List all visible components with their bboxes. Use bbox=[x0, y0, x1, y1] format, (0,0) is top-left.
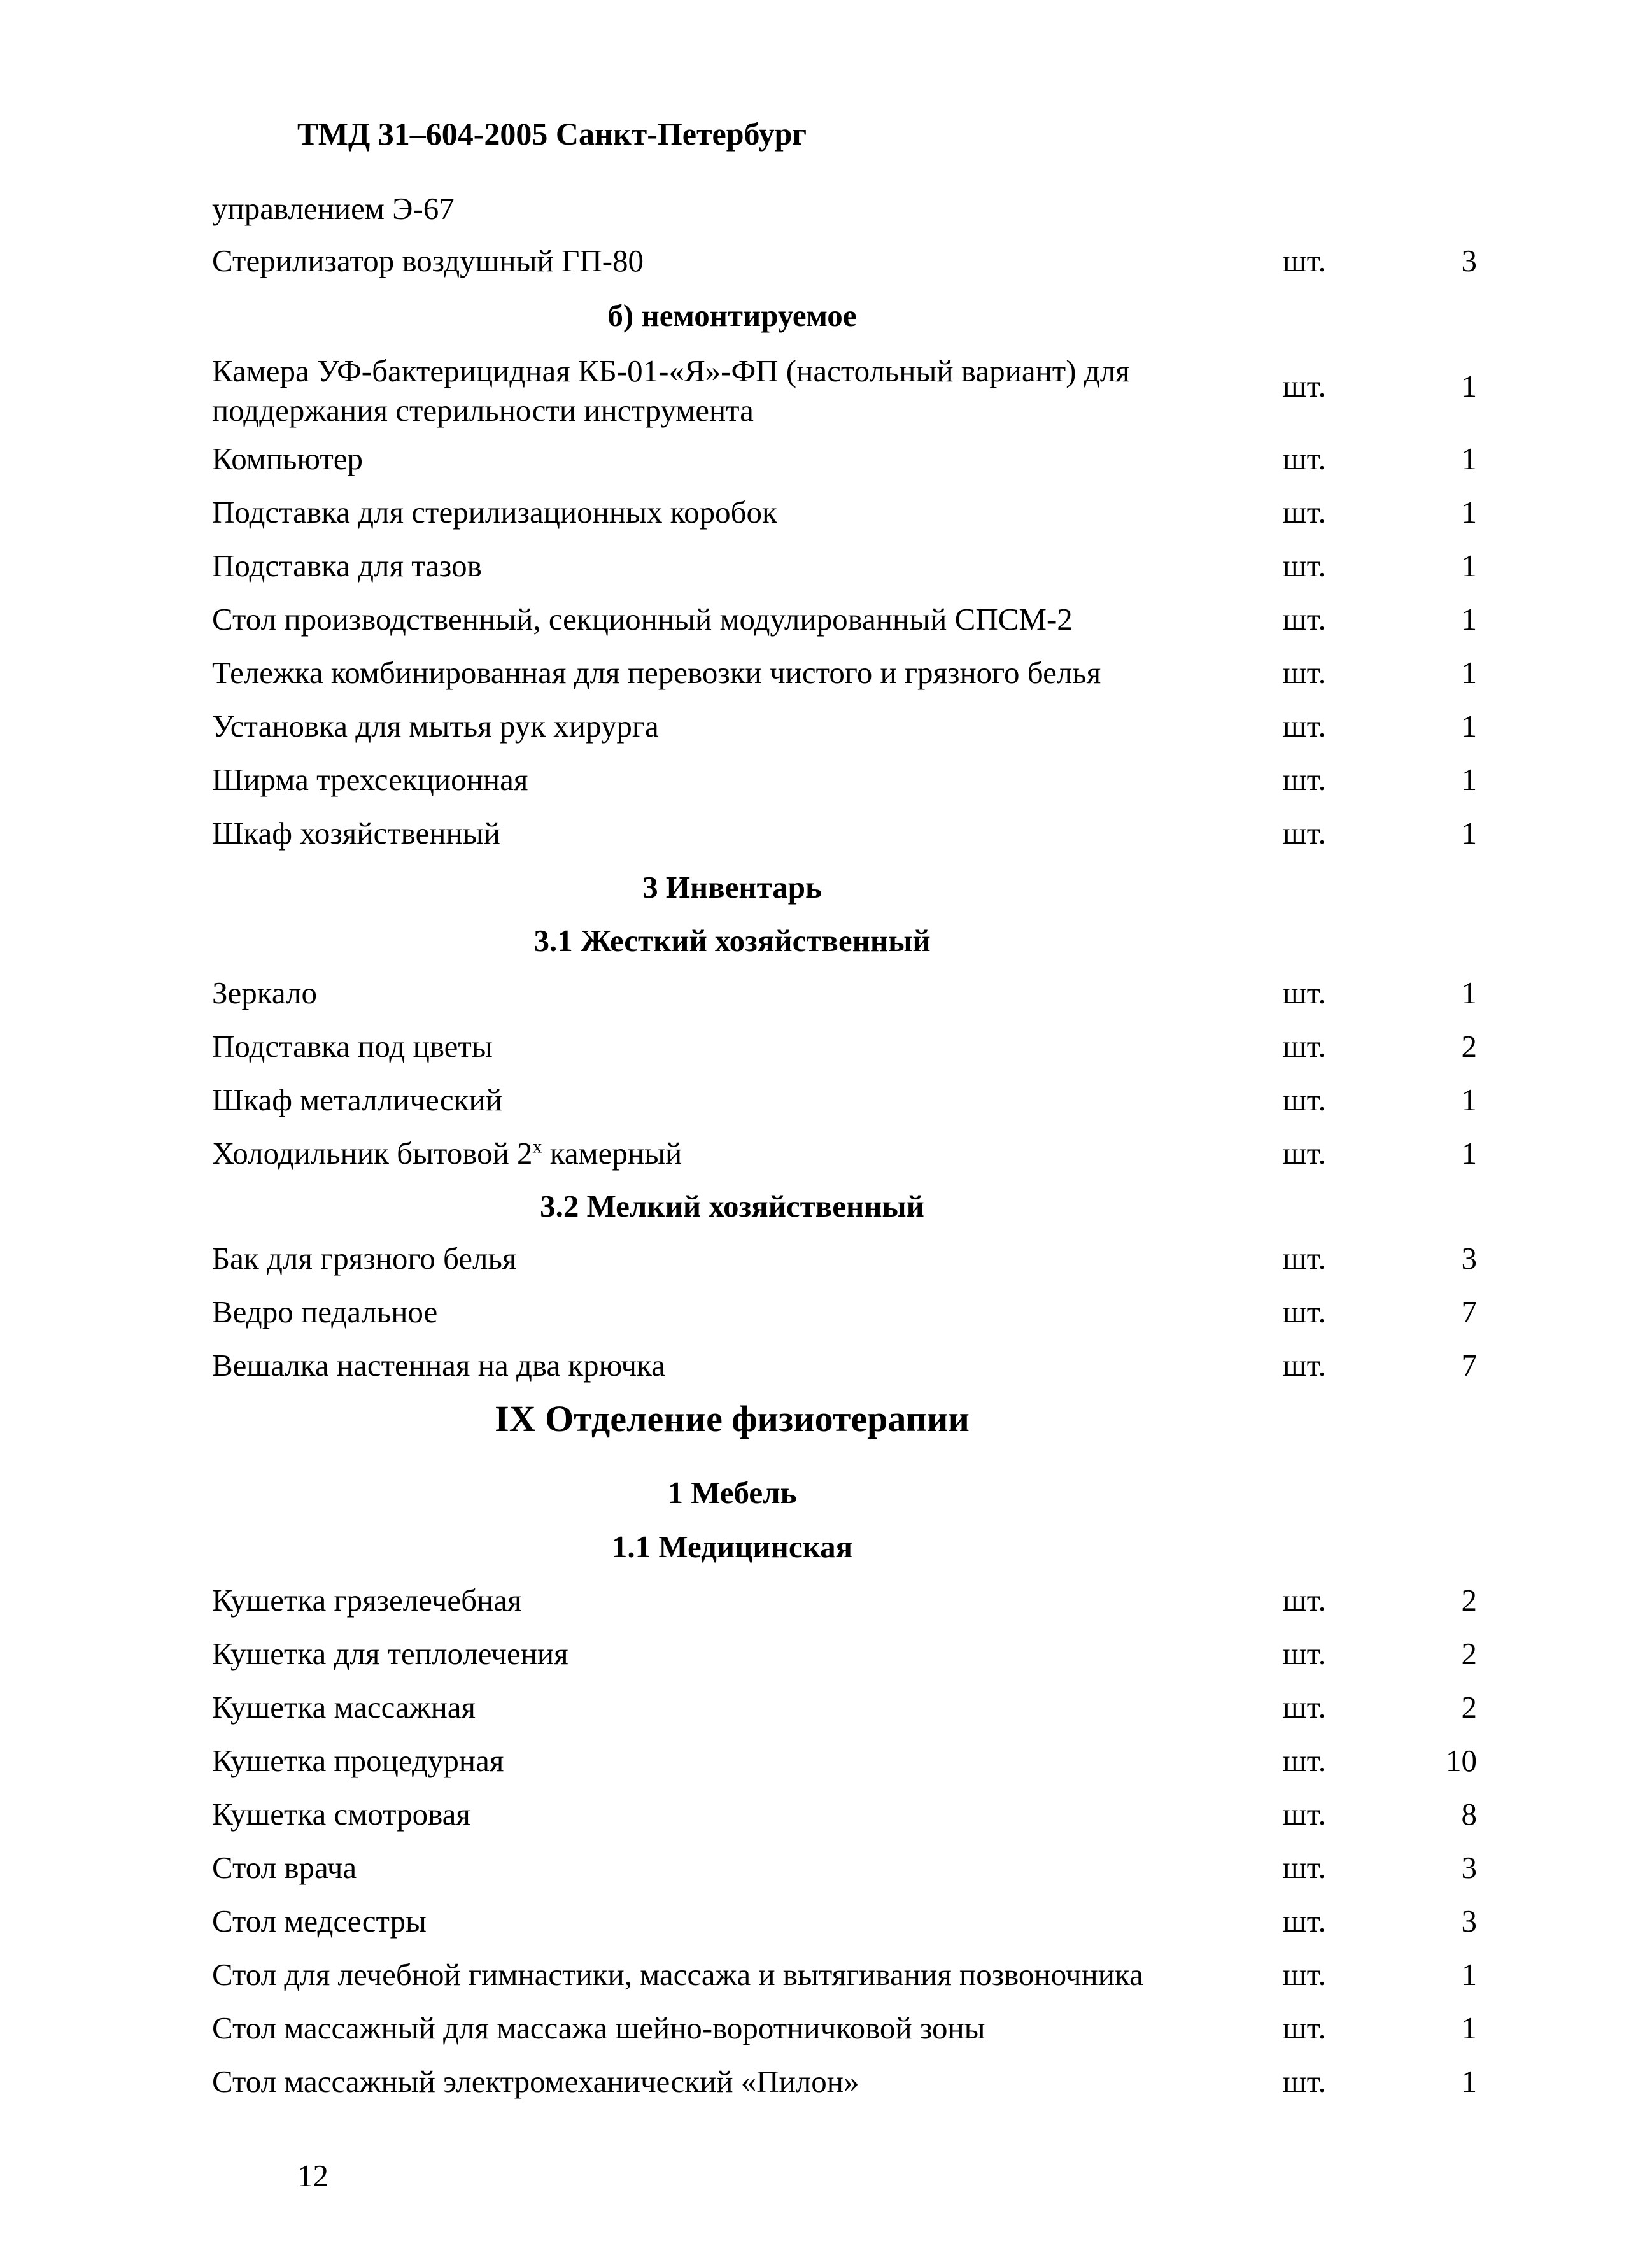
item-unit: шт. bbox=[1283, 1082, 1326, 1117]
item-name: Ширма трехсекционная bbox=[212, 762, 528, 797]
item-qty: 1 bbox=[1461, 495, 1477, 530]
table-row bbox=[0, 1798, 1652, 1837]
section-heading: б) немонтируемое bbox=[607, 298, 857, 333]
item-unit: шт. bbox=[1283, 548, 1326, 583]
item-qty: 3 bbox=[1461, 1241, 1477, 1276]
item-name: Стол производственный, секционный модулированный СПСМ-2 bbox=[212, 602, 1073, 637]
item-qty: 3 bbox=[1461, 243, 1477, 278]
item-qty: 8 bbox=[1461, 1797, 1477, 1832]
table-row bbox=[0, 1638, 1652, 1676]
item-qty: 1 bbox=[1461, 655, 1477, 690]
item-unit: шт. bbox=[1283, 2064, 1326, 2099]
item-name: Стерилизатор воздушный ГП-80 bbox=[212, 243, 644, 278]
item-name: Компьютер bbox=[212, 441, 364, 476]
table-row bbox=[0, 2066, 1652, 2104]
item-name-line1: Камера УФ-бактерицидная КБ-01-«Я»-ФП (настольный вариант) для bbox=[212, 353, 1130, 388]
item-name: Тележка комбинированная для перевозки чистого и грязного белья bbox=[212, 655, 1101, 690]
item-unit: шт. bbox=[1283, 1029, 1326, 1064]
table-row bbox=[0, 1959, 1652, 1997]
superscript: х bbox=[532, 1136, 542, 1157]
item-qty: 7 bbox=[1461, 1348, 1477, 1383]
table-row bbox=[0, 497, 1652, 535]
table-row bbox=[0, 1745, 1652, 1783]
item-unit: шт. bbox=[1283, 1583, 1326, 1618]
item-qty: 1 bbox=[1461, 548, 1477, 583]
section-heading: 3.2 Мелкий хозяйственный bbox=[540, 1189, 924, 1224]
item-unit: шт. bbox=[1283, 1743, 1326, 1778]
item-unit: шт. bbox=[1283, 1636, 1326, 1671]
item-name: Кушетка грязелечебная bbox=[212, 1583, 522, 1618]
item-name-line2: поддержания стерильности инструмента bbox=[212, 393, 754, 428]
item-unit: шт. bbox=[1283, 655, 1326, 690]
table-row bbox=[0, 764, 1652, 802]
item-qty: 1 bbox=[1461, 2010, 1477, 2045]
table-row bbox=[0, 710, 1652, 749]
item-unit: шт. bbox=[1283, 1690, 1326, 1725]
item-name: Кушетка массажная bbox=[212, 1690, 476, 1725]
section-subheading: 1.1 Медицинская bbox=[611, 1529, 853, 1564]
item-qty: 2 bbox=[1461, 1583, 1477, 1618]
item-qty: 2 bbox=[1461, 1636, 1477, 1671]
item-qty: 1 bbox=[1461, 602, 1477, 637]
item-unit: шт. bbox=[1283, 602, 1326, 637]
item-unit: шт. bbox=[1283, 1241, 1326, 1276]
table-row bbox=[0, 1350, 1652, 1388]
table-row bbox=[0, 1031, 1652, 1069]
item-unit: шт. bbox=[1283, 1903, 1326, 1939]
item-name: Стол массажный для массажа шейно-воротничковой зоны bbox=[212, 2010, 985, 2045]
item-unit: шт. bbox=[1283, 1136, 1326, 1171]
item-name: Вешалка настенная на два крючка bbox=[212, 1348, 665, 1383]
item-unit: шт. bbox=[1283, 709, 1326, 744]
table-row bbox=[0, 443, 1652, 481]
document-header: ТМД 31–604-2005 Санкт-Петербург bbox=[297, 116, 807, 152]
item-name: Стол для лечебной гимнастики, массажа и вытягивания позвоночника bbox=[212, 1957, 1143, 1992]
item-unit: шт. bbox=[1283, 1957, 1326, 1992]
table-row bbox=[0, 1243, 1652, 1281]
item-name: Подставка под цветы bbox=[212, 1029, 493, 1064]
item-name: Шкаф хозяйственный bbox=[212, 816, 500, 851]
item-name-text: Холодильник бытовой 2 bbox=[212, 1136, 533, 1171]
item-unit: шт. bbox=[1283, 1850, 1326, 1885]
table-row bbox=[0, 1691, 1652, 1730]
page-number: 12 bbox=[297, 2158, 328, 2193]
item-qty: 1 bbox=[1461, 1136, 1477, 1171]
item-qty: 1 bbox=[1461, 709, 1477, 744]
table-row bbox=[0, 245, 1652, 283]
item-qty: 1 bbox=[1461, 2064, 1477, 2099]
item-name: Зеркало bbox=[212, 975, 317, 1010]
table-row bbox=[0, 1296, 1652, 1334]
item-unit: шт. bbox=[1283, 762, 1326, 797]
item-qty: 1 bbox=[1461, 441, 1477, 476]
table-row bbox=[0, 1585, 1652, 1623]
item-name: Подставка для тазов bbox=[212, 548, 482, 583]
item-name: Установка для мытья рук хирурга bbox=[212, 709, 659, 744]
section-heading: 3 Инвентарь bbox=[642, 870, 822, 905]
item-qty: 1 bbox=[1461, 1957, 1477, 1992]
table-row bbox=[0, 2012, 1652, 2051]
item-qty: 1 bbox=[1461, 816, 1477, 851]
item-name bbox=[212, 1138, 682, 1169]
item-qty: 1 bbox=[1461, 762, 1477, 797]
item-qty: 2 bbox=[1461, 1029, 1477, 1064]
item-unit: шт. bbox=[1283, 975, 1326, 1010]
item-name: Стол врача bbox=[212, 1850, 357, 1885]
continuation-text: управлением Э-67 bbox=[212, 191, 455, 226]
item-name: Кушетка для теплолечения bbox=[212, 1636, 568, 1671]
chapter-title: IX Отделение физиотерапии bbox=[495, 1398, 970, 1439]
item-name-text: камерный bbox=[542, 1136, 682, 1171]
item-unit: шт. bbox=[1283, 441, 1326, 476]
item-unit: шт. bbox=[1283, 2010, 1326, 2045]
table-row bbox=[0, 1084, 1652, 1122]
table-row bbox=[0, 977, 1652, 1015]
item-qty: 1 bbox=[1461, 1082, 1477, 1117]
section-heading: 1 Мебель bbox=[667, 1475, 797, 1510]
item-unit: шт. bbox=[1283, 1348, 1326, 1383]
item-unit: шт. bbox=[1283, 495, 1326, 530]
table-row bbox=[0, 657, 1652, 695]
item-unit: шт. bbox=[1283, 1294, 1326, 1329]
table-row bbox=[0, 817, 1652, 856]
item-name: Стол медсестры bbox=[212, 1903, 427, 1939]
item-name: Бак для грязного белья bbox=[212, 1241, 517, 1276]
table-row bbox=[0, 604, 1652, 642]
item-name: Шкаф металлический bbox=[212, 1082, 502, 1117]
item-qty: 7 bbox=[1461, 1294, 1477, 1329]
table-row bbox=[0, 1138, 1652, 1176]
item-unit: шт. bbox=[1283, 1797, 1326, 1832]
item-name: Стол массажный электромеханический «Пилон» bbox=[212, 2064, 859, 2099]
table-row bbox=[0, 1905, 1652, 1944]
item-unit: шт. bbox=[1283, 816, 1326, 851]
item-qty: 2 bbox=[1461, 1690, 1477, 1725]
table-row bbox=[0, 351, 1652, 428]
item-name: Кушетка процедурная bbox=[212, 1743, 504, 1778]
item-qty: 3 bbox=[1461, 1850, 1477, 1885]
item-unit: шт. bbox=[1283, 369, 1326, 404]
item-qty: 10 bbox=[1446, 1743, 1477, 1778]
item-unit: шт. bbox=[1283, 243, 1326, 278]
item-qty: 1 bbox=[1461, 369, 1477, 404]
item-qty: 3 bbox=[1461, 1903, 1477, 1939]
item-name bbox=[212, 351, 1130, 430]
item-name: Ведро педальное bbox=[212, 1294, 438, 1329]
item-qty: 1 bbox=[1461, 975, 1477, 1010]
item-name: Кушетка смотровая bbox=[212, 1797, 470, 1832]
table-row bbox=[0, 550, 1652, 588]
table-row bbox=[0, 1852, 1652, 1890]
section-subheading: 3.1 Жесткий хозяйственный bbox=[533, 923, 931, 958]
item-name: Подставка для стерилизационных коробок bbox=[212, 495, 777, 530]
